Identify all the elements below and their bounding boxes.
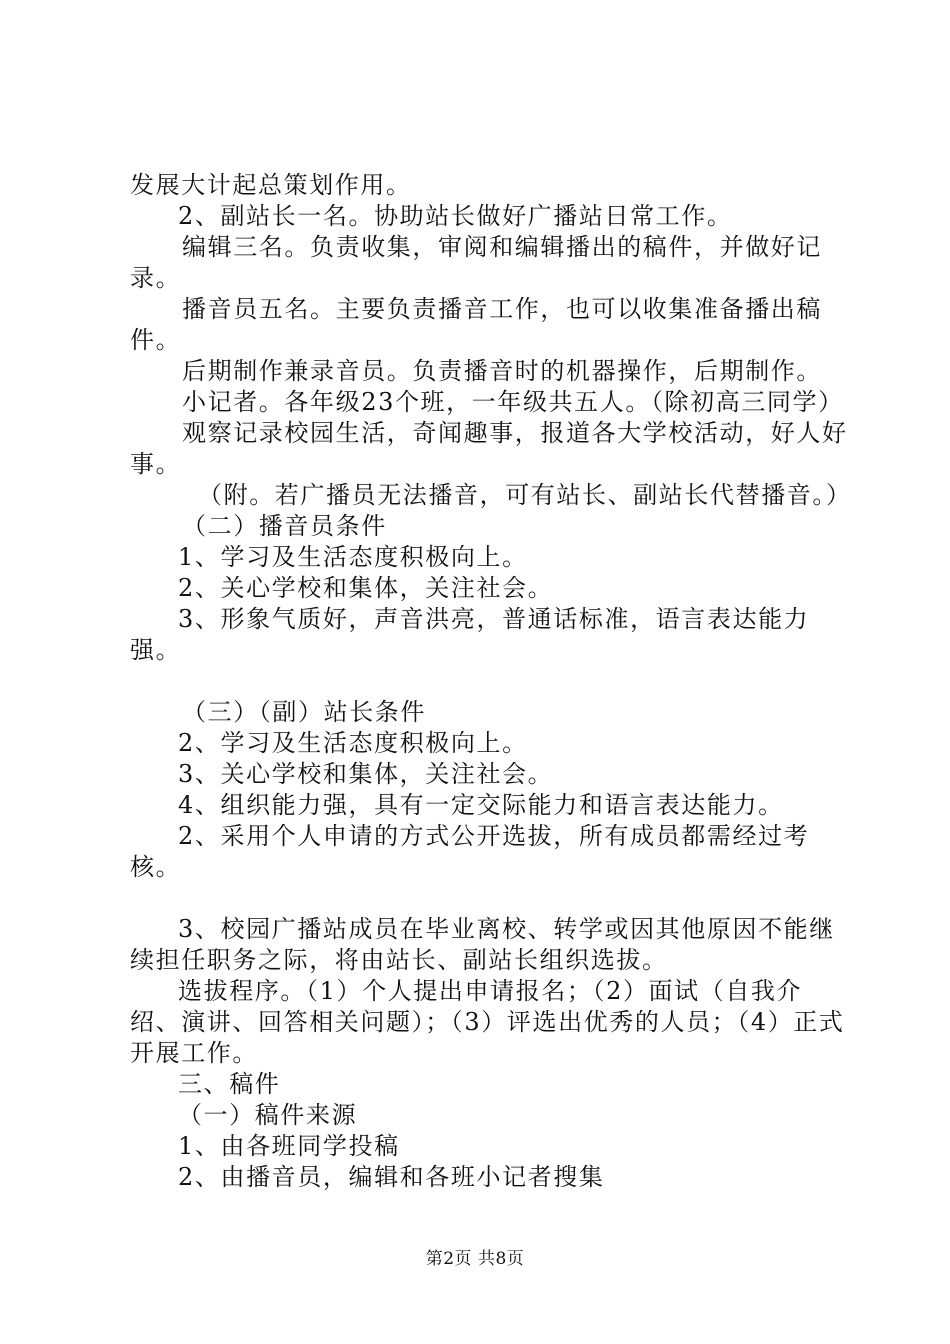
list-item: 2、学习及生活态度积极向上。 [178,729,528,757]
section-heading: （一）稿件来源 [178,1101,358,1129]
list-item: 4、组织能力强，具有一定交际能力和语言表达能力。 [178,791,784,819]
paragraph: 编辑三名。负责收集，审阅和编辑播出的稿件，并做好记录。 [130,233,822,292]
paragraph: 观察记录校园生活，奇闻趣事，报道各大学校活动，好人好事。 [130,419,848,478]
document-body [130,170,850,1193]
list-item: 2、关心学校和集体，关注社会。 [178,574,554,602]
list-item: 3、形象气质好，声音洪亮，普通话标准，语言表达能力强。 [130,605,810,664]
paragraph: 选拔程序。（1）个人提出申请报名；（2）面试（自我介绍、演讲、回答相关问题）；（3）评选出优秀的人员；（4）正式开展工作。 [130,977,845,1067]
blank-line [130,666,850,697]
paragraph: 3、校园广播站成员在毕业离校、转学或因其他原因不能继续担任职务之际，将由站长、副站长组织选拔。 [130,915,835,974]
section-heading: （三）（副）站长条件 [182,698,426,726]
blank-line [130,883,850,914]
list-item: 1、由各班同学投稿 [178,1132,400,1160]
section-heading: （二）播音员条件 [182,512,387,540]
section-heading: 三、稿件 [178,1070,281,1098]
list-item: 2、由播音员，编辑和各班小记者搜集 [178,1163,605,1191]
list-item: 3、关心学校和集体，关注社会。 [178,760,554,788]
paragraph: 后期制作兼录音员。负责播音时的机器操作，后期制作。 [182,357,822,385]
paragraph: 播音员五名。主要负责播音工作，也可以收集准备播出稿件。 [130,295,822,354]
list-item: 2、采用个人申请的方式公开选拔，所有成员都需经过考核。 [130,822,810,881]
page-number-footer: 第2页 共8页 [425,1249,525,1269]
paragraph: 发展大计起总策划作用。 [130,171,412,199]
list-item: 1、学习及生活态度积极向上。 [178,543,528,571]
paragraph: 小记者。各年级23个班，一年级共五人。（除初高三同学） [182,388,844,416]
paragraph: （附。若广播员无法播音，可有站长、副站长代替播音。） [198,481,852,509]
paragraph: 2、副站长一名。协助站长做好广播站日常工作。 [178,202,733,230]
